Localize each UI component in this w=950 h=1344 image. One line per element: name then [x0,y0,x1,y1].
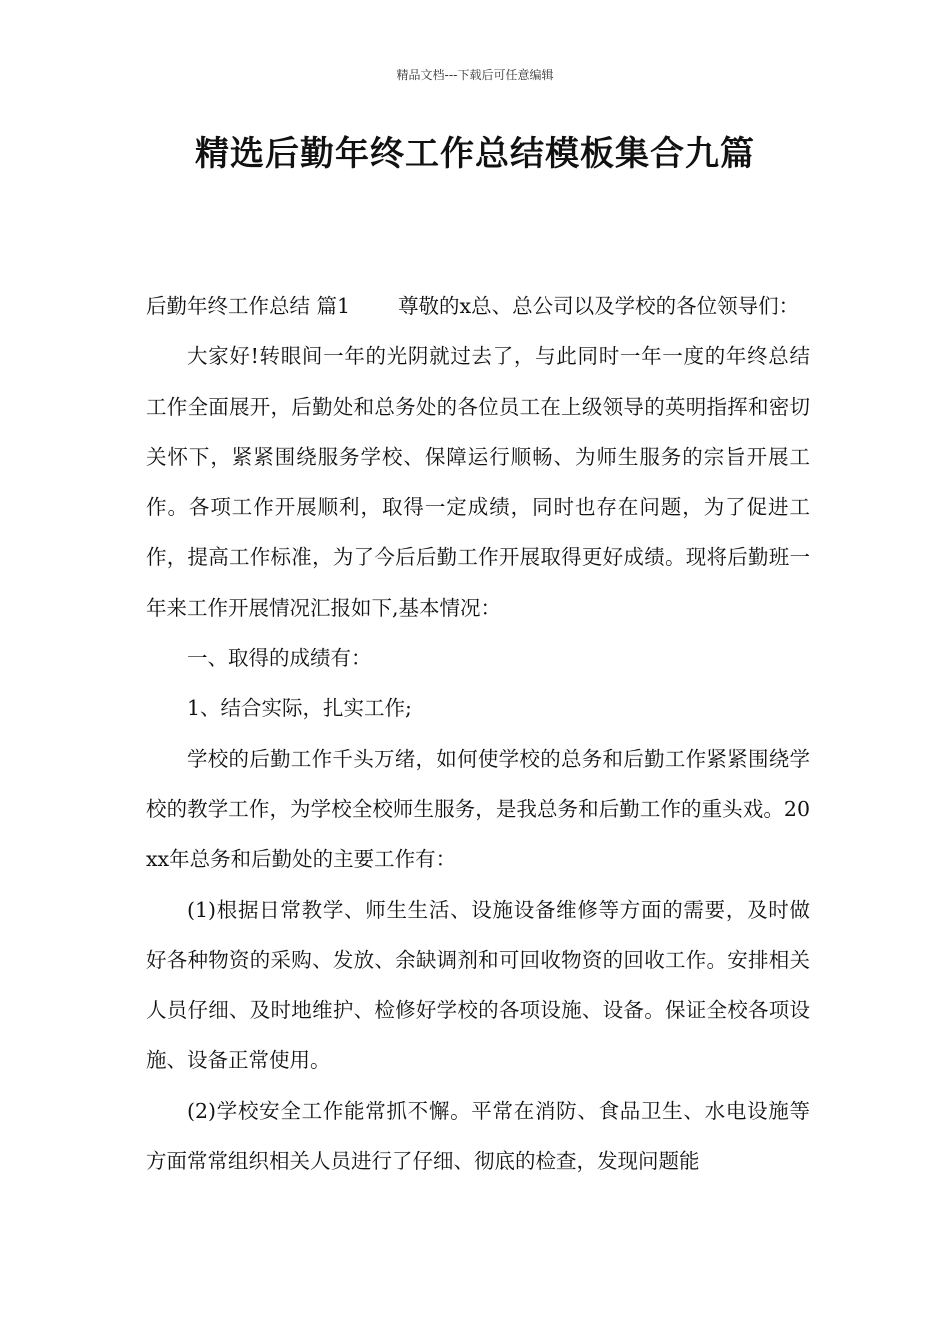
section-label: 后勤年终工作总结 篇1 [146,294,351,318]
paragraph: 大家好!转眼间一年的光阴就过去了，与此同时一年一度的年终总结工作全面展开，后勤处和总务处的各位员工在上级领导的英明指挥和密切关怀下，紧紧围绕服务学校、保障运行顺畅、为师生服务的宗旨开展工作。各项工作开展顺利，取得一定成绩，同时也存在问题，为了促进工作，提高工作标准，为了今后后勤工作开展取得更好成绩。现将后勤班一年来工作开展情况汇报如下,基本情况： [146,344,810,620]
document-body [146,281,810,1186]
salutation: 尊敬的x总、总公司以及学校的各位领导们： [398,294,800,318]
paragraph: (2)学校安全工作能常抓不懈。平常在消防、食品卫生、水电设施等方面常常组织相关人员进行了仔细、彻底的检查，发现问题能 [146,1098,810,1174]
header-note: 精品文档---下载后可任意编辑 [396,68,554,82]
opening-paragraph [146,281,810,331]
paragraph: 一、取得的成绩有： [187,646,372,671]
paragraph: (1)根据日常教学、师生生活、设施设备维修等方面的需要，及时做好各种物资的采购、发放、余缺调剂和可回收物资的回收工作。安排相关人员仔细、及时地维护、检修好学校的各项设施、设备。保证全校各项设施、设备正常使用。 [146,897,810,1073]
paragraph: 1、结合实际，扎实工作; [187,696,412,721]
document-title: 精选后勤年终工作总结模板集合九篇 [195,134,755,174]
paragraph: 学校的后勤工作千头万绪，如何使学校的总务和后勤工作紧紧围绕学校的教学工作，为学校全校师生服务，是我总务和后勤工作的重头戏。20xx年总务和后勤处的主要工作有： [146,746,810,872]
